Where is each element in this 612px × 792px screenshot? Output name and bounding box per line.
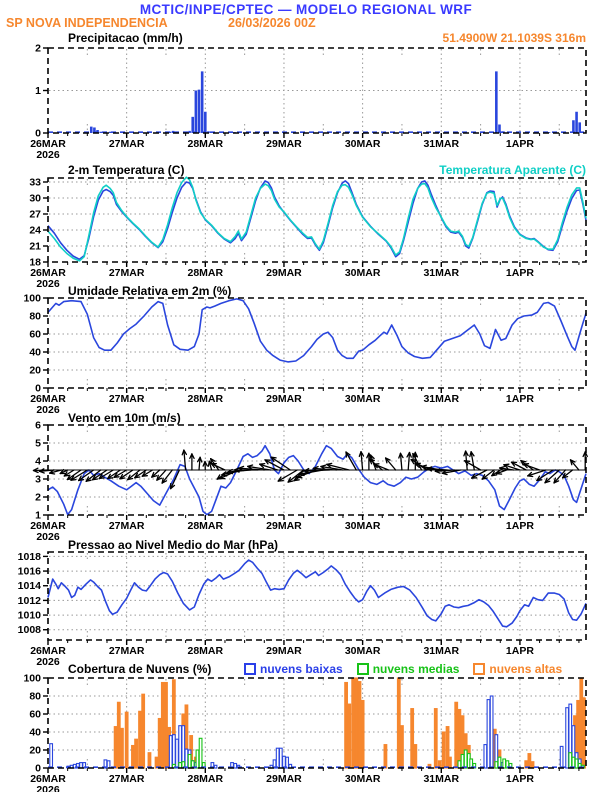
cloud-bar-orange [121,728,124,768]
cloud-bar-blue [80,763,83,768]
y-tick-label: 1010 [17,609,41,622]
cloud-bar-orange [434,709,437,768]
wind-arrow-head [294,480,299,481]
precip-bar [195,91,198,134]
precip-bar [572,120,575,133]
cloud-bar-blue [490,696,493,768]
cloud-bar-orange [148,753,151,768]
x-tick-label: 26MAR [30,138,66,150]
wind-arrow-head [537,480,542,481]
x-tick-label: 30MAR [344,393,381,405]
x-tick-label: 28MAR [187,773,224,785]
station-name: SP NOVA INDEPENDENCIA [6,16,168,30]
y-tick-label: 100 [23,672,41,685]
y-tick-label: 20 [29,364,41,377]
pressure-panel-title: Pressao ao Nivel Medio do Mar (hPa) [68,538,279,552]
wind-arrow-head [492,475,497,476]
wind-arrow-head [528,476,533,477]
cloud-bar-blue [185,749,188,768]
x-tick-label: 29MAR [266,138,302,150]
cloud-bar-orange [361,701,364,769]
wind-arrow-head [93,479,98,480]
apparent-temperature-legend: Temperatura Aparente (C) [439,163,586,177]
wind-panel-title: Vento em 10m (m/s) [68,411,181,425]
x-tick-label: 30MAR [344,645,381,657]
x-axis-year-label: 2026 [36,404,60,416]
y-tick-label: 1014 [17,580,41,593]
precip-bar [575,112,578,133]
cloud-bar-blue [566,708,569,768]
wind-arrow-head [99,478,104,479]
cloud-bar-orange [348,704,351,768]
cloud-bar-orange [358,682,361,768]
wind-arrow-head [114,477,119,478]
y-tick-label: 6 [35,419,41,432]
cloud-bar-orange [132,746,135,769]
y-tick-label: 0 [35,127,41,140]
x-tick-label: 1APR [505,393,534,405]
cloud-bar-orange [125,712,128,768]
x-tick-label: 30MAR [344,773,381,785]
cloud-bar-blue [234,764,237,769]
y-tick-label: 0 [35,382,41,395]
humidity-panel-title: Umidade Relativa em 2m (%) [68,284,232,298]
station-coordinates: 51.4900W 21.1039S 316m [442,31,586,45]
x-tick-label: 28MAR [187,138,224,150]
cloud-bar-blue [179,726,182,768]
x-tick-label: 27MAR [108,520,145,532]
precip-bar [99,132,102,133]
x-axis-year-label: 2026 [36,784,60,792]
cloud-bar-orange [158,719,161,769]
wind-vectors [34,450,588,489]
cloud-bar-green [458,761,461,768]
cloud-bar-orange [345,683,348,769]
cloud-bar-orange [139,711,142,768]
cloud-bar-orange [458,710,461,769]
x-tick-label: 26MAR [30,393,66,405]
low-clouds-label: nuvens baixas [260,662,343,676]
wind-arrow-head [442,473,447,474]
mid-clouds-label: nuvens medias [372,662,460,676]
wind-arrow-head [135,477,140,478]
cloud-bar-green [498,757,501,768]
precip-bar [90,127,93,133]
cloud-bar-blue [279,748,282,768]
cloud-bar-orange [352,678,355,768]
y-tick-label: 1016 [17,565,41,578]
humidity-panel [23,293,586,417]
cloud-bar-orange [455,702,458,768]
y-tick-label: 2 [35,42,41,55]
x-tick-label: 30MAR [344,267,381,279]
y-tick-label: 1018 [17,550,41,563]
cloud-bar-orange [442,732,445,768]
wind-arrow-head [50,473,55,474]
cloud-bar-green [569,753,572,768]
y-tick-label: 2 [35,491,41,504]
y-tick-label: 18 [29,256,41,269]
x-tick-label: 31MAR [423,520,460,532]
cloud-bar-orange [414,745,417,768]
wind-arrow-head [79,480,84,481]
wind-arrow-head [64,475,69,476]
precip-bar [191,117,194,133]
precipitation-panel [30,43,586,162]
x-tick-label: 31MAR [423,773,460,785]
cloud-bar-blue [169,736,172,768]
x-tick-label: 1APR [505,773,534,785]
wind-arrow-head [142,476,147,477]
x-tick-label: 29MAR [266,645,302,657]
x-tick-label: 1APR [505,645,534,657]
x-tick-label: 31MAR [423,645,460,657]
y-tick-label: 1 [35,509,41,522]
x-tick-label: 26MAR [30,267,66,279]
high-clouds-label: nuvens altas [489,662,563,676]
cloud-bar-blue [107,761,110,768]
cloud-bar-orange [384,745,387,768]
cloud-bar-orange [135,739,138,768]
x-tick-label: 28MAR [187,267,224,279]
x-tick-label: 30MAR [344,138,381,150]
y-tick-label: 21 [29,240,41,253]
cloud-bar-orange [165,683,168,769]
y-tick-label: 1008 [17,624,41,637]
y-tick-label: 100 [23,292,41,305]
cloud-bar-blue [283,756,286,768]
y-tick-label: 3 [35,473,41,486]
x-tick-label: 28MAR [187,393,224,405]
cloud-bar-blue [286,757,289,768]
x-tick-label: 27MAR [108,267,145,279]
cloud-bar-blue [172,735,175,768]
clouds-panel [23,673,586,792]
wind-arrow-head [120,478,125,479]
x-tick-label: 29MAR [266,773,302,785]
temperature-panel [29,177,586,291]
cloud-bar-orange [411,709,414,768]
x-tick-label: 26MAR [30,773,66,785]
precip-bar [495,71,498,133]
cloud-bar-orange [449,757,452,768]
y-tick-label: 80 [29,310,41,323]
x-axis-year-label: 2026 [36,531,60,543]
y-tick-label: 1012 [17,594,41,607]
x-tick-label: 26MAR [30,520,66,532]
cloud-bar-green [199,738,202,768]
cloud-bar-green [461,755,464,769]
x-axis-year-label: 2026 [36,278,60,290]
temperature-panel-title: 2-m Temperatura (C) [68,163,185,177]
precip-bar [204,112,207,133]
precip-bar [201,71,204,133]
cloud-bar-orange [528,754,531,768]
cloud-bar-blue [50,744,53,768]
cloud-bar-blue [484,745,487,768]
cloud-bar-orange [117,702,120,768]
y-tick-label: 4 [35,455,41,468]
y-tick-label: 40 [29,346,41,359]
wind-arrow-head [211,459,212,464]
cloud-bar-blue [560,746,563,768]
humidity-line [48,299,586,362]
clouds-panel-title: Cobertura de Nuvens (%) [68,662,212,676]
x-tick-label: 1APR [505,520,534,532]
wind-arrow-shaft [171,470,180,489]
cloud-bar-green [495,762,498,768]
cloud-bar-orange [531,762,534,768]
wind-arrow-head [208,461,209,466]
y-tick-label: 20 [29,744,41,757]
x-tick-label: 1APR [505,267,534,279]
x-axis-year-label: 2026 [36,149,60,161]
x-tick-label: 30MAR [344,520,381,532]
model-run-datetime: 26/03/2026 00Z [228,16,316,30]
x-tick-label: 28MAR [187,520,224,532]
plot-frame [48,678,586,768]
wind-arrow-head [470,452,471,457]
y-tick-label: 5 [35,437,41,450]
cloud-bar-green [179,763,182,768]
y-tick-label: 33 [29,176,41,189]
cloud-bar-green [188,755,191,769]
y-tick-label: 30 [29,192,41,205]
precip-panel-title: Precipitacao (mm/h) [68,31,183,45]
y-tick-label: 1 [35,85,41,97]
y-tick-label: 27 [29,208,41,221]
x-tick-label: 31MAR [423,393,460,405]
cloud-bar-orange [355,678,358,768]
x-tick-label: 27MAR [108,645,145,657]
temperature-line [48,181,586,259]
y-tick-label: 80 [29,690,41,703]
cloud-bar-orange [142,694,145,768]
cloud-bar-green [503,759,506,768]
y-tick-label: 0 [35,762,41,775]
cloud-bar-blue [176,739,179,768]
cloud-bar-green [464,750,467,768]
wind-line [48,446,586,515]
cloud-bar-blue [487,700,490,768]
x-tick-label: 27MAR [108,138,145,150]
cloud-bar-orange [401,726,404,768]
cloud-bar-blue [276,748,279,768]
x-axis-year-label: 2026 [36,656,60,668]
cloud-bar-orange [397,678,400,768]
x-tick-label: 31MAR [423,267,460,279]
cloud-bar-orange [114,727,117,768]
page-title: MCTIC/INPE/CPTEC — MODELO REGIONAL WRF [139,2,473,17]
wind-arrow-head [108,478,113,479]
x-tick-label: 31MAR [423,138,460,150]
plot-frame [48,298,586,388]
x-tick-label: 28MAR [187,645,224,657]
wind-arrow-shaft [346,452,356,470]
x-tick-label: 27MAR [108,393,145,405]
cloud-bar-orange [161,683,164,769]
y-tick-label: 40 [29,726,41,739]
y-tick-label: 60 [29,328,41,341]
precip-bar [198,90,201,133]
cloud-bar-green [575,759,578,768]
cloud-bar-green [572,757,575,768]
x-tick-label: 27MAR [108,773,145,785]
x-tick-label: 29MAR [266,520,302,532]
y-tick-label: 24 [29,224,41,237]
x-tick-label: 1APR [505,138,534,150]
cloud-bar-green [196,750,199,768]
wind-arrow-head [278,481,283,482]
x-tick-label: 29MAR [266,267,302,279]
pressure-line [48,560,586,627]
wind-arrow-head [71,480,76,481]
y-tick-label: 60 [29,708,41,721]
cloud-bar-orange [155,757,158,768]
plot-frame [48,48,586,133]
x-tick-label: 26MAR [30,645,66,657]
pressure-panel [18,551,586,668]
x-tick-label: 29MAR [266,393,302,405]
wind-arrow-head [497,474,502,475]
cloud-bar-orange [583,699,586,768]
wind-panel [30,420,587,544]
